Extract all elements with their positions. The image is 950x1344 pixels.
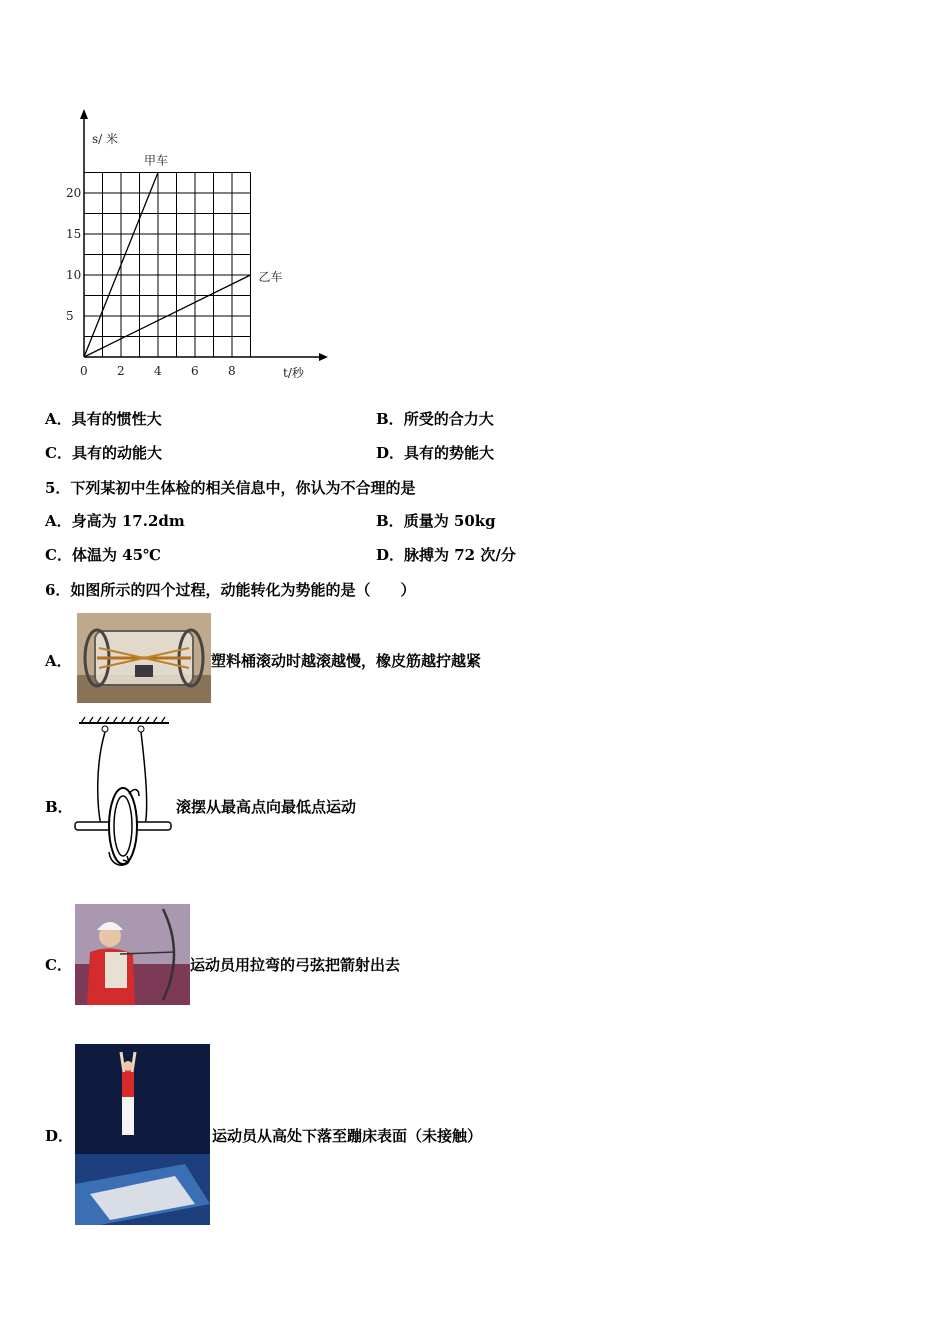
x-tick-label: 2	[117, 364, 125, 378]
option-letter: D．	[376, 444, 405, 462]
q6-option-a-letter[interactable]: A．	[45, 652, 72, 670]
x-axis-label: t/秒	[283, 366, 304, 380]
q6-option-b-text: 滚摆从最高点向最低点运动	[176, 798, 357, 816]
q6-option-c-text: 运动员用拉弯的弓弦把箭射出去	[190, 956, 401, 974]
q5-stem: 5．下列某初中生体检的相关信息中，你认为不合理的是	[45, 479, 416, 497]
x-tick-label: 0	[80, 364, 88, 378]
x-axis-arrow	[319, 353, 328, 361]
q4-option-c[interactable]	[45, 443, 162, 463]
series-label: 甲车	[144, 153, 169, 168]
option-letter: A．	[45, 512, 72, 530]
option-text: 具有的势能大	[404, 444, 495, 462]
option-text: 脉搏为 72 次/分	[404, 546, 516, 564]
y-tick-label: 20	[66, 186, 82, 200]
series-label: 乙车	[258, 270, 283, 284]
q5-option-c[interactable]	[45, 545, 161, 565]
option-letter: D．	[376, 546, 405, 564]
option-letter: B．	[376, 512, 404, 530]
rolling-bucket-image	[77, 613, 211, 703]
q6-option-d-letter[interactable]: D．	[45, 1127, 74, 1145]
option-letter: B．	[376, 410, 404, 428]
q6-option-c-letter[interactable]: C．	[45, 956, 72, 974]
x-tick-label: 4	[154, 364, 162, 378]
y-axis-arrow	[80, 109, 88, 119]
q6-option-b-letter[interactable]: B．	[45, 798, 73, 816]
distance-time-chart	[55, 105, 345, 390]
option-text: 所受的合力大	[403, 410, 494, 428]
trampoline-athlete-image	[75, 1044, 210, 1225]
q4-option-d[interactable]	[376, 443, 494, 463]
y-tick-label: 10	[66, 268, 82, 282]
x-tick-label: 6	[191, 364, 199, 378]
option-letter: C．	[45, 546, 72, 564]
archer-image	[75, 904, 190, 1005]
q4-option-a[interactable]	[45, 409, 162, 429]
option-text: 具有的惯性大	[71, 410, 162, 428]
maxwell-wheel-image	[73, 716, 176, 871]
chart-labels	[66, 131, 305, 380]
option-text: 具有的动能大	[71, 444, 162, 462]
q5-option-d[interactable]	[376, 545, 516, 565]
chart-grid	[84, 173, 251, 358]
chart-series	[84, 173, 251, 358]
chart-axes	[80, 109, 328, 361]
q5-option-a[interactable]	[45, 511, 185, 531]
q6-option-a-text: 塑料桶滚动时越滚越慢，橡皮筋越拧越紧	[211, 652, 482, 670]
option-text: 质量为 50kg	[403, 512, 496, 530]
y-tick-label: 15	[66, 227, 82, 241]
option-letter: C．	[45, 444, 72, 462]
q5-option-b[interactable]	[376, 511, 496, 531]
q4-option-b[interactable]	[376, 409, 494, 429]
x-tick-label: 8	[228, 364, 236, 378]
q6-stem: 6．如图所示的四个过程，动能转化为势能的是（ ）	[45, 581, 416, 599]
option-text: 体温为 45℃	[71, 546, 162, 564]
option-text: 身高为 17.2dm	[71, 512, 185, 530]
y-tick-label: 5	[66, 309, 74, 323]
option-letter: A．	[45, 410, 72, 428]
y-axis-label: s/ 米	[92, 132, 119, 146]
q6-option-d-text: 运动员从高处下落至蹦床表面（未接触）	[212, 1127, 483, 1145]
